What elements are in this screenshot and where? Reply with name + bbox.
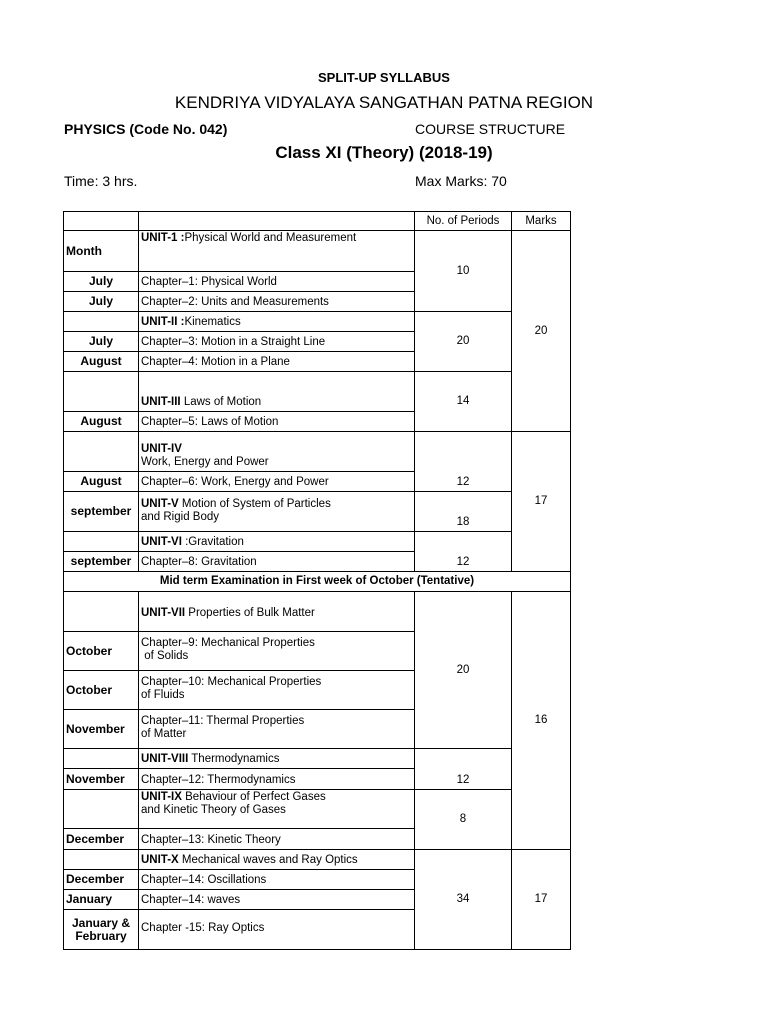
table-row (64, 749, 571, 769)
periods-cell: 18 (415, 492, 512, 532)
table-header-row (64, 212, 571, 231)
table-row (64, 231, 571, 272)
unit-cell: UNIT-IV Work, Energy and Power (139, 432, 415, 472)
month-cell: september (64, 552, 139, 572)
table-row (64, 372, 571, 412)
table-row (64, 432, 571, 472)
topic-cell: Chapter–12: Thermodynamics (139, 769, 415, 790)
table-row (64, 312, 571, 332)
month-cell (64, 850, 139, 870)
unit-cell: UNIT-V Motion of System of Particles and Rigid Body (139, 492, 415, 532)
topic-cell: Chapter–5: Laws of Motion (139, 412, 415, 432)
midterm-row (64, 572, 571, 592)
subject-title: PHYSICS (Code No. 042) (64, 121, 228, 137)
month-cell: November (64, 710, 139, 749)
table-row (64, 532, 571, 552)
periods-cell: 20 (415, 592, 512, 749)
max-marks-info: Max Marks: 70 (415, 173, 507, 189)
midterm-cell: Mid term Examination in First week of October (Tentative) (64, 572, 571, 592)
course-structure-label: COURSE STRUCTURE (415, 121, 566, 137)
month-cell: August (64, 472, 139, 492)
month-cell: January & February (64, 910, 139, 950)
periods-cell: 12 (415, 532, 512, 572)
unit-cell: UNIT-VII Properties of Bulk Matter (139, 592, 415, 632)
marks-cell: 16 (512, 592, 571, 850)
unit-cell: UNIT-VI :Gravitation (139, 532, 415, 552)
month-cell: July (64, 272, 139, 292)
header-periods: No. of Periods (415, 212, 512, 231)
unit-cell: UNIT-III Laws of Motion (139, 372, 415, 412)
topic-cell: Chapter–14: Oscillations (139, 870, 415, 890)
unit-cell: UNIT-X Mechanical waves and Ray Optics (139, 850, 415, 870)
header-marks: Marks (512, 212, 571, 231)
class-title: Class XI (Theory) (2018-19) (275, 143, 493, 162)
month-cell: November (64, 769, 139, 790)
marks-cell: 17 (512, 850, 571, 950)
syllabus-table (63, 211, 571, 950)
marks-cell: 17 (512, 432, 571, 572)
month-cell: December (64, 829, 139, 850)
unit-cell: UNIT-1 :Physical World and Measurement (139, 231, 415, 272)
topic-cell: Chapter–11: Thermal Properties of Matter (139, 710, 415, 749)
topic-cell: Chapter–4: Motion in a Plane (139, 352, 415, 372)
topic-cell: Chapter -15: Ray Optics (139, 910, 415, 950)
table-row (64, 790, 571, 829)
marks-cell: 20 (512, 231, 571, 432)
split-up-syllabus-title: SPLIT-UP SYLLABUS (318, 70, 450, 85)
header-cell-topic (139, 212, 415, 231)
topic-cell: Chapter–3: Motion in a Straight Line (139, 332, 415, 352)
periods-cell: 34 (415, 850, 512, 950)
topic-cell: Chapter–10: Mechanical Properties of Fluids (139, 671, 415, 710)
month-cell (64, 790, 139, 829)
month-cell (64, 312, 139, 332)
unit-cell: UNIT-VIII Thermodynamics (139, 749, 415, 769)
table-row (64, 850, 571, 870)
topic-cell: Chapter–2: Units and Measurements (139, 292, 415, 312)
month-cell: January (64, 890, 139, 910)
unit-cell: UNIT-II :Kinematics (139, 312, 415, 332)
header-cell-month (64, 212, 139, 231)
month-cell: september (64, 492, 139, 532)
unit-cell: UNIT-IX Behaviour of Perfect Gases and Kinetic Theory of Gases (139, 790, 415, 829)
month-cell (64, 749, 139, 769)
table-row (64, 492, 571, 532)
month-cell: August (64, 412, 139, 432)
topic-cell: Chapter–9: Mechanical Properties of Solids (139, 632, 415, 671)
month-cell (64, 432, 139, 472)
topic-cell: Chapter–6: Work, Energy and Power (139, 472, 415, 492)
month-cell (64, 372, 139, 412)
month-cell: August (64, 352, 139, 372)
month-cell: October (64, 671, 139, 710)
periods-cell: 14 (415, 372, 512, 432)
topic-cell: Chapter–8: Gravitation (139, 552, 415, 572)
month-cell (64, 532, 139, 552)
periods-cell: 12 (415, 749, 512, 790)
periods-cell: 12 (415, 432, 512, 492)
month-cell (64, 592, 139, 632)
month-cell: July (64, 292, 139, 312)
month-cell: December (64, 870, 139, 890)
month-header-cell: Month (64, 231, 139, 272)
table-row (64, 592, 571, 632)
periods-cell: 10 (415, 231, 512, 312)
month-cell: July (64, 332, 139, 352)
periods-cell: 20 (415, 312, 512, 372)
topic-cell: Chapter–13: Kinetic Theory (139, 829, 415, 850)
topic-cell: Chapter–14: waves (139, 890, 415, 910)
month-cell: October (64, 632, 139, 671)
topic-cell: Chapter–1: Physical World (139, 272, 415, 292)
organization-title: KENDRIYA VIDYALAYA SANGATHAN PATNA REGION (174, 93, 594, 112)
time-info: Time: 3 hrs. (64, 173, 138, 189)
periods-cell: 8 (415, 790, 512, 850)
